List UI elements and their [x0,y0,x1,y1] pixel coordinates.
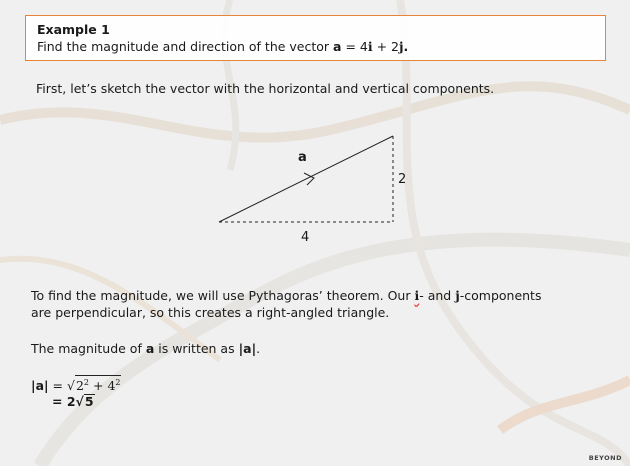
sqrt-symbol-icon: √ [67,378,75,394]
example-title: Example 1 [37,22,110,37]
para2-text: The magnitude of a is written as |a|. [31,341,261,356]
sqrt-symbol-icon: √ [75,394,84,409]
beyond-logo: BEYOND [588,454,622,462]
sqrt-radicand: $2^2 + 4^2$ [75,375,122,393]
example-question: Find the magnitude and direction of the vector a = 4i + 2j. [37,39,409,54]
vector-triangle [200,128,430,258]
intro-text: First, let’s sketch the vector with the horizontal and vertical components. [36,81,495,96]
vector-diagram [200,128,430,258]
para1-line1: To find the magnitude, we will use Pythagoras’ theorem. Our i- and j-components [31,288,542,303]
example-box [25,15,606,61]
vertical-label: 2 [398,172,407,187]
para1-line2: are perpendicular, so this creates a right-angled triangle. [31,305,390,320]
horizontal-label: 4 [301,230,310,245]
magnitude-calc-line1: $|a| = √2^2 + 4^2$ [31,375,121,394]
vector-a-line [219,136,393,222]
magnitude-calc-line2: = 2√5 [52,394,94,409]
vector-label: a [298,150,307,165]
